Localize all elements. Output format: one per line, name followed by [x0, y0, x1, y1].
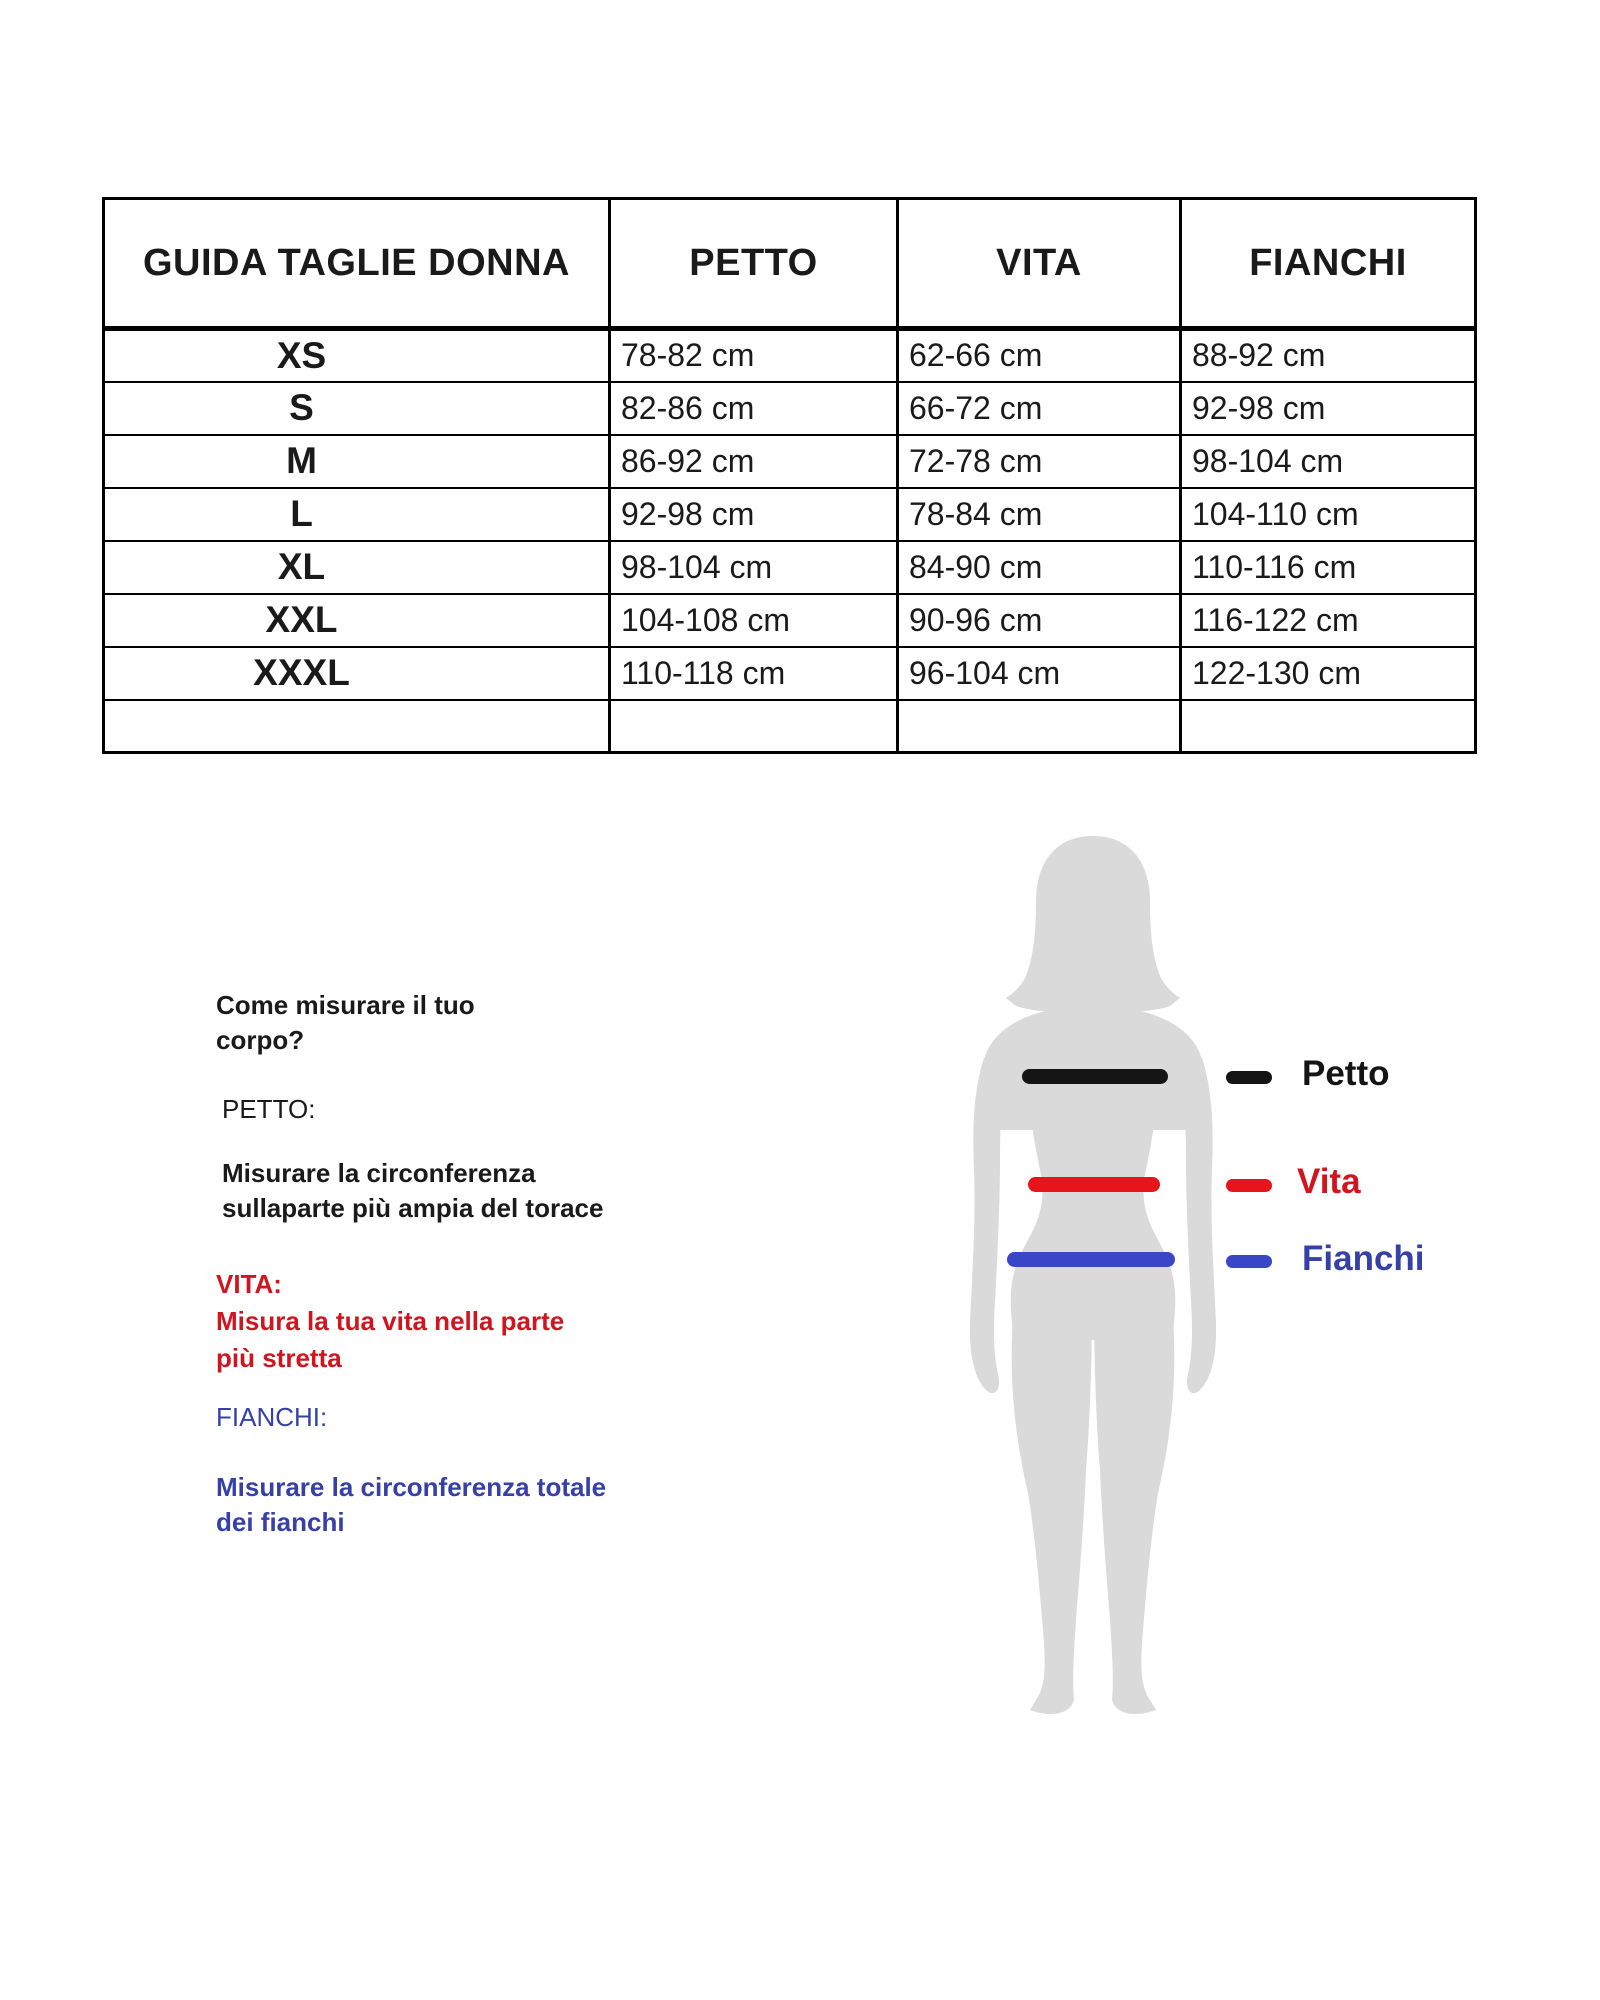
table-row-xxl	[104, 594, 1476, 647]
vita-cell: 78-84 cm	[898, 488, 1181, 541]
fianchi-instruction-label: FIANCHI:	[216, 1402, 328, 1432]
table-row-empty	[104, 700, 1476, 753]
petto-instruction-line: Misurare la circonferenza	[222, 1158, 536, 1188]
petto-instruction-label: PETTO:	[222, 1094, 316, 1124]
vita-cell: 96-104 cm	[898, 647, 1181, 700]
header-vita: VITA	[898, 199, 1181, 329]
size-cell: XXXL	[104, 647, 610, 700]
table-row-m	[104, 435, 1476, 488]
petto-cell: 78-82 cm	[610, 329, 898, 382]
petto-cell: 82-86 cm	[610, 382, 898, 435]
vita-instruction-block	[216, 1266, 564, 1377]
header-petto: PETTO	[610, 199, 898, 329]
fianchi-instruction-text	[216, 1470, 606, 1540]
fianchi-instruction-line: dei fianchi	[216, 1507, 345, 1537]
vita-instruction-line: Misura la tua vita nella parte	[216, 1306, 565, 1336]
size-cell: L	[104, 488, 610, 541]
instructions-title-line: Come misurare il tuo	[216, 990, 475, 1020]
fianchi-instruction-line: Misurare la circonferenza totale	[216, 1472, 607, 1502]
fianchi-cell	[1181, 700, 1476, 753]
vita-instruction-label: VITA:	[216, 1269, 282, 1299]
instructions-title-line: corpo?	[216, 1025, 305, 1055]
fianchi-cell: 92-98 cm	[1181, 382, 1476, 435]
fianchi-measure-line	[1007, 1252, 1175, 1267]
female-body-silhouette	[930, 828, 1256, 1728]
petto-legend-label: Petto	[1302, 1054, 1390, 1093]
table-header-row	[104, 199, 1476, 329]
petto-cell: 110-118 cm	[610, 647, 898, 700]
vita-cell: 66-72 cm	[898, 382, 1181, 435]
fianchi-cell: 88-92 cm	[1181, 329, 1476, 382]
size-cell: XL	[104, 541, 610, 594]
size-cell: S	[104, 382, 610, 435]
petto-instruction-line: sullaparte più ampia del torace	[222, 1193, 604, 1223]
size-cell: M	[104, 435, 610, 488]
vita-cell: 62-66 cm	[898, 329, 1181, 382]
vita-cell: 90-96 cm	[898, 594, 1181, 647]
size-cell: XS	[104, 329, 610, 382]
table-row-xxxl	[104, 647, 1476, 700]
petto-legend-dash	[1226, 1071, 1272, 1084]
petto-measure-line	[1022, 1069, 1168, 1084]
fianchi-legend-dash	[1226, 1255, 1272, 1268]
vita-measure-line	[1028, 1177, 1160, 1192]
petto-cell: 98-104 cm	[610, 541, 898, 594]
vita-instruction-line: più stretta	[216, 1343, 342, 1373]
vita-legend-dash	[1226, 1179, 1272, 1192]
fianchi-cell: 98-104 cm	[1181, 435, 1476, 488]
vita-cell	[898, 700, 1181, 753]
petto-cell	[610, 700, 898, 753]
size-cell	[104, 700, 610, 753]
fianchi-legend-label: Fianchi	[1302, 1239, 1425, 1278]
instructions-title	[216, 988, 475, 1058]
header-guida-taglie-donna: GUIDA TAGLIE DONNA	[104, 199, 610, 329]
petto-cell: 92-98 cm	[610, 488, 898, 541]
petto-instruction-text	[222, 1156, 603, 1226]
vita-legend-label: Vita	[1297, 1162, 1361, 1201]
fianchi-cell: 104-110 cm	[1181, 488, 1476, 541]
table-row-l	[104, 488, 1476, 541]
petto-cell: 104-108 cm	[610, 594, 898, 647]
fianchi-cell: 116-122 cm	[1181, 594, 1476, 647]
table-row-s	[104, 382, 1476, 435]
table-row-xl	[104, 541, 1476, 594]
vita-cell: 72-78 cm	[898, 435, 1181, 488]
size-guide-table	[102, 197, 1477, 754]
fianchi-cell: 122-130 cm	[1181, 647, 1476, 700]
fianchi-cell: 110-116 cm	[1181, 541, 1476, 594]
header-fianchi: FIANCHI	[1181, 199, 1476, 329]
table-row-xs	[104, 329, 1476, 382]
size-cell: XXL	[104, 594, 610, 647]
vita-cell: 84-90 cm	[898, 541, 1181, 594]
petto-cell: 86-92 cm	[610, 435, 898, 488]
silhouette-shape	[970, 836, 1216, 1714]
